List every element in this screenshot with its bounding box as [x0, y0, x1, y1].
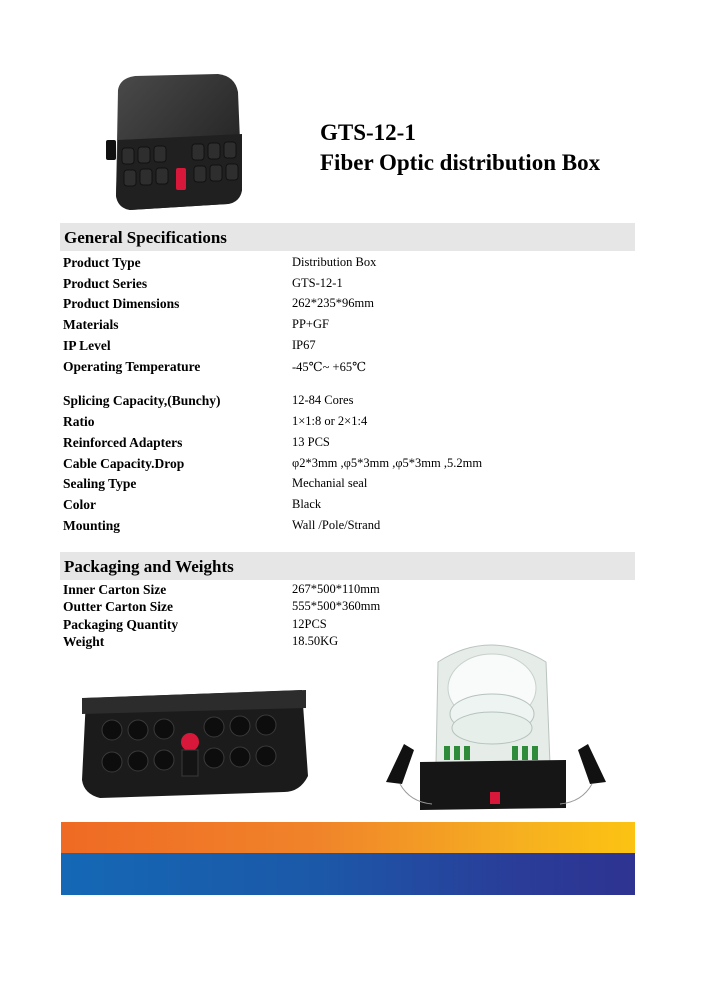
spec-value: -45℃~ +65℃	[292, 360, 367, 374]
packaging-label: Weight	[63, 634, 105, 649]
spec-value: 13 PCS	[292, 435, 330, 449]
banner-orange-band	[61, 822, 635, 853]
product-photo-open	[380, 632, 612, 820]
spec-row	[63, 359, 635, 379]
spec-row	[63, 476, 635, 496]
spec-row	[63, 317, 635, 337]
spec-value: 1×1:8 or 2×1:4	[292, 414, 368, 428]
spec-value: Black	[292, 497, 322, 511]
spec-label: Color	[63, 497, 96, 512]
spec-row	[63, 296, 635, 316]
packaging-value: 18.50KG	[292, 634, 339, 648]
product-name: Fiber Optic distribution Box	[320, 150, 601, 175]
packaging-value: 12PCS	[292, 617, 327, 631]
product-title	[320, 118, 600, 178]
spec-label: Cable Capacity.Drop	[63, 456, 185, 471]
packaging-heading: Packaging and Weights	[60, 552, 635, 580]
packaging-value: 267*500*110mm	[292, 582, 380, 596]
spec-row	[63, 255, 635, 275]
spec-row	[63, 518, 635, 538]
spec-label: Product Series	[63, 276, 148, 291]
spec-value: Mechanial seal	[292, 476, 368, 490]
spec-value: φ2*3mm ,φ5*3mm ,φ5*3mm ,5.2mm	[292, 456, 483, 470]
spec-value: Distribution Box	[292, 255, 377, 269]
spec-value: GTS-12-1	[292, 276, 343, 290]
spec-row	[63, 393, 635, 413]
spec-label: Reinforced Adapters	[63, 435, 183, 450]
spec-label: Product Dimensions	[63, 296, 180, 311]
spec-label: Materials	[63, 317, 119, 332]
spec-value: 262*235*96mm	[292, 296, 374, 310]
spec-label: Product Type	[63, 255, 141, 270]
spec-label: Sealing Type	[63, 476, 137, 491]
spec-row	[63, 435, 635, 455]
spec-value: 12-84 Cores	[292, 393, 354, 407]
packaging-label: Outter Carton Size	[63, 599, 173, 614]
spec-row	[63, 497, 635, 517]
spec-label: Splicing Capacity,(Bunchy)	[63, 393, 221, 408]
spec-row	[63, 456, 635, 476]
spec-row	[63, 338, 635, 358]
spec-value: PP+GF	[292, 317, 329, 331]
product-photo-ports	[78, 680, 310, 802]
spec-label: Operating Temperature	[63, 359, 201, 374]
product-model: GTS-12-1	[320, 120, 416, 145]
banner-blue-band	[61, 853, 635, 895]
packaging-label: Inner Carton Size	[63, 582, 167, 597]
packaging-value: 555*500*360mm	[292, 599, 381, 613]
spec-value: IP67	[292, 338, 316, 352]
product-photo-closed	[100, 70, 250, 220]
packaging-label: Packaging Quantity	[63, 617, 179, 632]
general-specs-heading: General Specifications	[60, 223, 635, 251]
packaging-row	[63, 599, 635, 619]
spec-label: Mounting	[63, 518, 121, 533]
spec-value: Wall /Pole/Strand	[292, 518, 381, 532]
spec-label: Ratio	[63, 414, 95, 429]
spec-label: IP Level	[63, 338, 111, 353]
spec-row	[63, 276, 635, 296]
spec-row	[63, 414, 635, 434]
